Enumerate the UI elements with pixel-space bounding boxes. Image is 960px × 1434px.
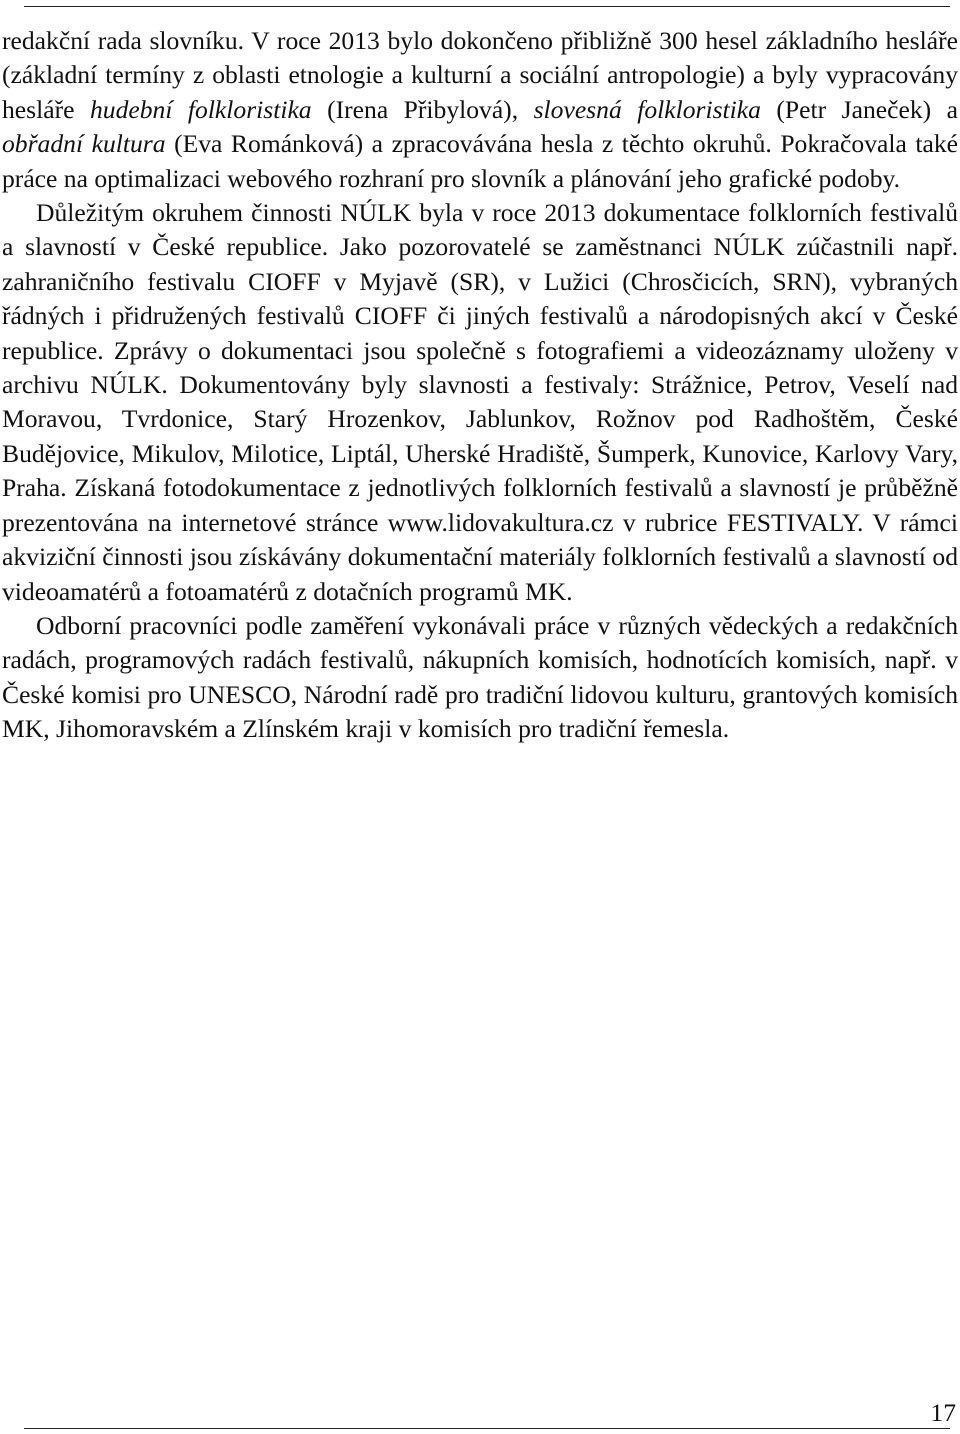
italic-term-hudebni-folkloristika: hudební folkloristika (89, 94, 312, 124)
italic-term-obradni-kultura: obřadní kultura (2, 129, 166, 159)
paragraph-dictionary (2, 24, 958, 196)
text-segment: (Irena Přibylová), (311, 94, 534, 124)
page-number: 17 (930, 1398, 956, 1427)
text-segment: Důležitým okruhem činnosti NÚLK byla v roce 2013 dokumentace folklorních festivalů a slavností v České republice. Jako pozorovatelé se zaměstnanci NÚLK zúčastnili např. zahraničního festivalu CIOFF v Myjavě (SR), v Lužici (Chrosčicích, SRN), vybraných řádných i přidružených festivalů CIOFF či jiných festivalů a národopisných akcí v České republice. Zprávy o dokumentaci jsou společně s fotografiemi a videozáznamy uloženy v archivu NÚLK. Dokumentovány byly slavnosti a festivaly: Strážnice, Petrov, Veselí nad Moravou, Tvrdonice, Starý Hrozenkov, Jablunkov, Rožnov pod Radhoštěm, České Budějovice, Mikulov, Milotice, Liptál, Uherské Hradiště, Šumperk, Kunovice, Karlovy Vary, Praha. Získaná fotodokumentace z jednotlivých folklorních festivalů a slavností je průběžně prezentována na internetové stránce www.lidovakultura.cz v rubrice FESTIVALY. V rámci akviziční činnosti jsou získávány dokumentační materiály folklorních festivalů a slavností od videoamatérů a fotoamatérů z dotačních programů MK. (2, 198, 958, 606)
text-segment: redakční rada slovníku. V roce 2013 bylo dokončeno přibližně 300 hesel základního hesláře (základní termíny z oblasti etnologie a kulturní a sociální antropologie) a byly vypracovány hesláře (2, 26, 958, 124)
body-text (2, 24, 958, 747)
text-segment: (Petr Janeček) a (760, 94, 958, 124)
paragraph-festival-documentation (2, 196, 958, 609)
text-segment: Odborní pracovníci podle zaměření vykonávali práce v různých vědeckých a redakčních radách, programových radách festivalů, nákupních komisích, hodnotících komisích, např. v České komisi pro UNESCO, Národní radě pro tradiční lidovou kulturu, grantových komisích MK, Jihomoravském a Zlínském kraji v komisích pro tradiční řemesla. (2, 610, 958, 744)
italic-term-slovesna-folkloristika: slovesná folkloristika (533, 94, 761, 124)
bottom-rule (24, 1428, 950, 1429)
top-rule (24, 6, 950, 7)
text-segment: (Eva Románková) a zpracovávána hesla z těchto okruhů. Pokračovala také práce na optimalizaci webového rozhraní pro slovník a plánování jeho grafické podoby. (2, 129, 958, 193)
paragraph-committees (2, 609, 958, 747)
